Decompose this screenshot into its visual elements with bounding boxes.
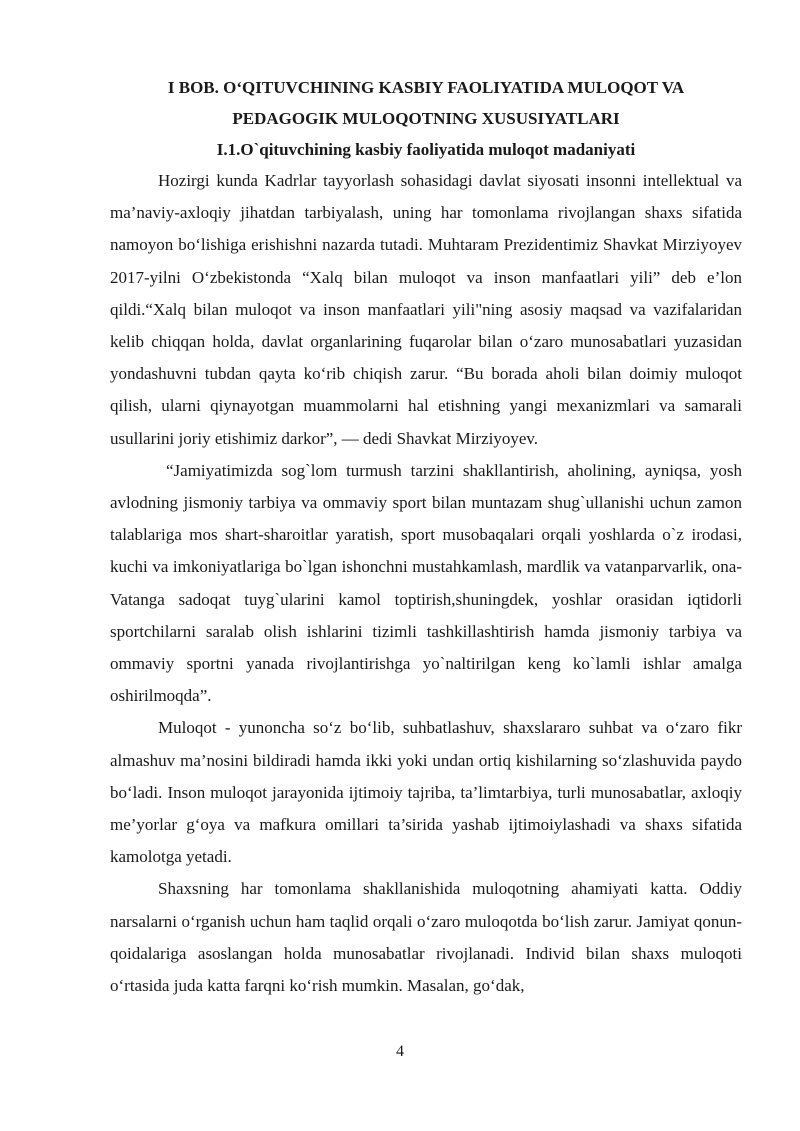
document-page	[110, 72, 742, 1002]
page-number: 4	[396, 1043, 404, 1060]
chapter-title-line-2: PEDAGOGIK MULOQOTNING XUSUSIYATLARI	[232, 109, 620, 128]
paragraph-1: Hozirgi kunda Kadrlar tayyorlash sohasidagi davlat siyosati insonni intellektual va ma’naviy-axloqiy jihatdan tarbiyalash, uning har tomonlama rivojlangan shaxs sifatida namoyon bo‘lishiga erishishni nazarda tutadi. Muhtaram Prezidentimiz Shavkat Mirziyoyev 2017-yilni O‘zbekistonda “Xalq bilan muloqot va inson manfaatlari yili” deb e’lon qildi.“Xalq bilan muloqot va inson manfaatlari yili"ning asosiy maqsad va vazifalaridan kelib chiqqan holda, davlat organlarining fuqarolar bilan o‘zaro munosabatlari yuzasidan yondashuvni tubdan qayta ko‘rib chiqish zarur. “Bu borada aholi bilan doimiy muloqot qilish, ularni qiynayotgan muammolarni hal etishning yangi mexanizmlari va samarali usullarini joriy etishimiz darkor”, — dedi Shavkat Mirziyoyev.	[110, 171, 742, 448]
paragraph-2: “Jamiyatimizda sog`lom turmush tarzini shakllantirish, aholining, ayniqsa, yosh avlodning jismoniy tarbiya va ommaviy sport bilan muntazam shug`ullanishi uchun zamon talablariga mos shart-sharoitlar yaratish, sport musobaqalari orqali yoshlarda o`z irodasi, kuchi va imkoniyatlariga bo`lgan ishonchni mustahkamlash, mardlik va vatanparvarlik, ona-Vatanga sadoqat tuyg`ularini kamol toptirish,shuningdek, yoshlar orasidan iqtidorli sportchilarni saralab olish ishlarini tizimli tashkillashtirish hamda jismoniy tarbiya va ommaviy sportni yanada rivojlantirishga yo`naltirilgan keng ko`lamli ishlar amalga oshirilmoqda”.	[110, 460, 742, 706]
chapter-title	[110, 72, 742, 134]
chapter-title-line-1: I BOB. O‘QITUVCHINING KASBIY FAOLIYATIDA MULOQOT VA	[167, 78, 685, 97]
paragraph-3: Muloqot - yunoncha so‘z bo‘lib, suhbatlashuv, shaxslararo suhbat va o‘zaro fikr almashuv ma’nosini bildiradi hamda ikki yoki undan ortiq kishilarning so‘zlashuvida paydo bo‘ladi. Inson muloqot jarayonida ijtimoiy tajriba, ta’limtarbiya, turli munosabatlar, axloqiy me’yorlar g‘oya va mafkura omillari ta’sirida yashab ijtimoiylashadi va shaxs sifatida kamolotga yetadi.	[110, 718, 742, 867]
paragraph-4: Shaxsning har tomonlama shakllanishida muloqotning ahamiyati katta. Oddiy narsalarni o‘rganish uchun ham taqlid orqali o‘zaro muloqotda bo‘lish zarur. Jamiyat qonun-qoidalariga asoslangan holda munosabatlar rivojlanadi. Individ bilan shaxs muloqoti o‘rtasida juda katta farqni ko‘rish mumkin. Masalan, go‘dak,	[110, 879, 742, 996]
section-title: I.1.O`qituvchining kasbiy faoliyatida muloqot madaniyati	[216, 140, 636, 159]
